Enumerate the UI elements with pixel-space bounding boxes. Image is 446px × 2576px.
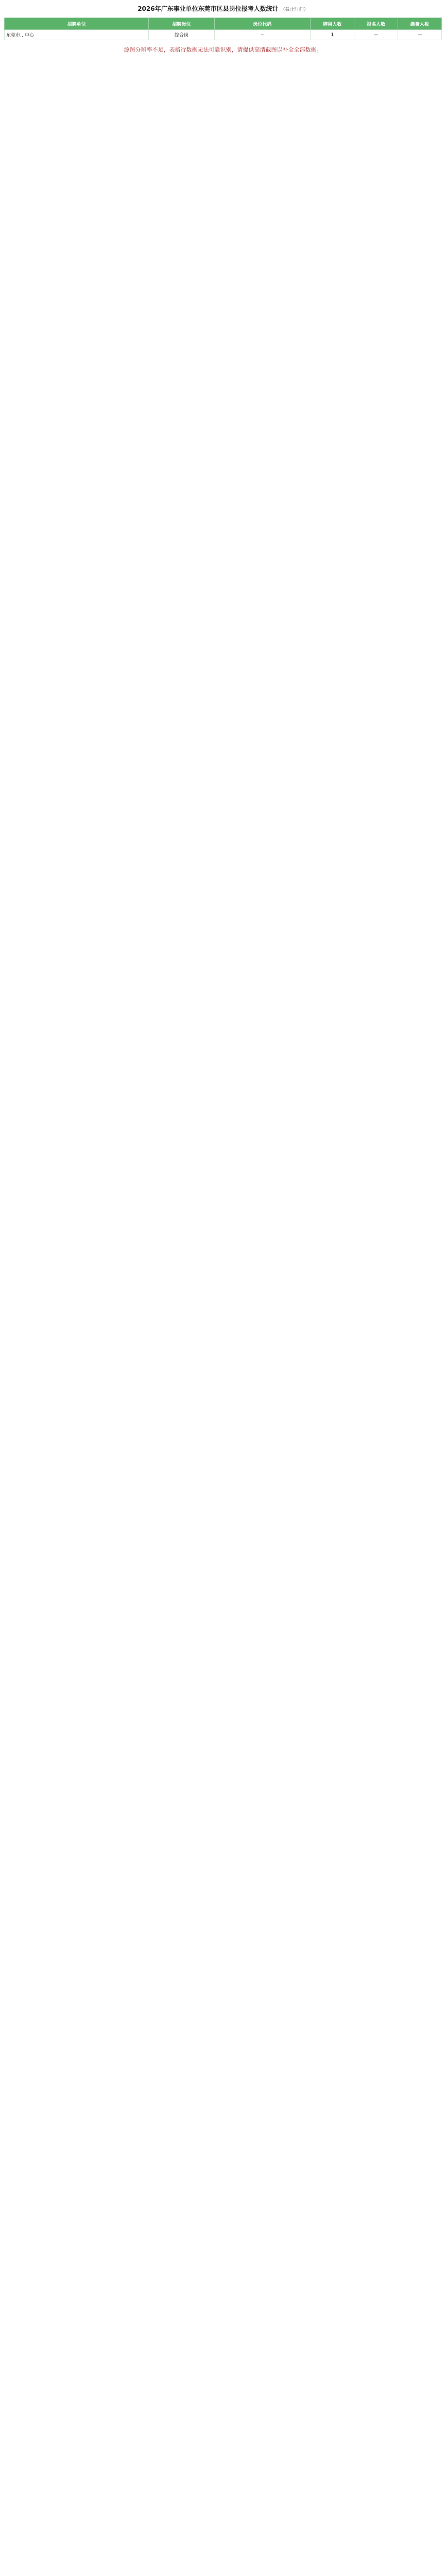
cell-code: — [214, 30, 311, 40]
cell-position: 综合岗 [149, 30, 214, 40]
cell-paid: — [398, 30, 442, 40]
table-header-row [5, 18, 442, 30]
cell-applicants: — [354, 30, 398, 40]
column-header-applicants: 报名人数 [354, 18, 398, 30]
page [0, 0, 446, 60]
page-title [4, 3, 442, 15]
statistics-table [4, 18, 442, 40]
column-header-hires: 聘用人数 [311, 18, 354, 30]
column-header-paid: 缴费人数 [398, 18, 442, 30]
cell-hires: 1 [311, 30, 354, 40]
column-header-position: 招聘岗位 [149, 18, 214, 30]
column-header-unit: 招聘单位 [5, 18, 149, 30]
column-header-code: 岗位代码 [214, 18, 311, 30]
title-text: 2026年广东事业单位东莞市区县岗位报考人数统计 [138, 5, 279, 12]
table-row [5, 30, 442, 40]
table-body [5, 30, 442, 40]
cell-unit: 东莞市…中心 [5, 30, 149, 40]
notice-text: 源图分辨率不足，表格行数据无法可靠识别，请提供高清截图以补全全部数据。 [124, 46, 322, 53]
title-subtitle: （截止时间） [280, 7, 308, 12]
